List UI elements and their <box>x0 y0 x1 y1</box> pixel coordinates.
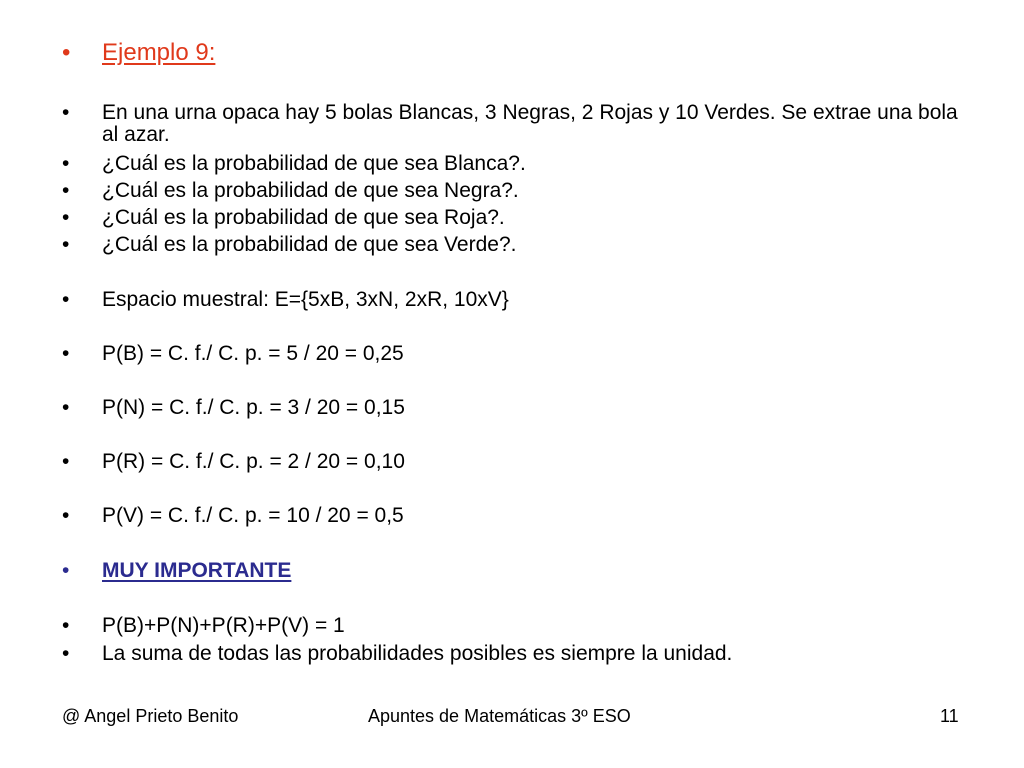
bullet-icon: • <box>62 614 70 637</box>
item-text: ¿Cuál es la probabilidad de que sea Verde?. <box>102 233 517 256</box>
bullet-icon: • <box>62 559 70 582</box>
bullet-icon: • <box>62 504 70 527</box>
item-text: P(N) = C. f./ C. p. = 3 / 20 = 0,15 <box>102 396 405 419</box>
item-text: Espacio muestral: E={5xB, 3xN, 2xR, 10xV} <box>102 288 509 311</box>
item-text: P(B) = C. f./ C. p. = 5 / 20 = 0,25 <box>102 342 404 365</box>
bullet-icon: • <box>62 288 70 311</box>
item-text: P(V) = C. f./ C. p. = 10 / 20 = 0,5 <box>102 504 404 527</box>
important-heading: MUY IMPORTANTE <box>102 559 292 582</box>
item-text: ¿Cuál es la probabilidad de que sea Roja?. <box>102 206 505 229</box>
bullet-icon: • <box>62 152 70 175</box>
item-text: P(R) = C. f./ C. p. = 2 / 20 = 0,10 <box>102 450 405 473</box>
bullet-icon: • <box>62 396 70 419</box>
bullet-icon: • <box>62 450 70 473</box>
title-text: Ejemplo 9: <box>102 39 216 66</box>
item-text: La suma de todas las probabilidades posibles es siempre la unidad. <box>102 642 733 665</box>
footer-page-number: 11 <box>940 706 959 726</box>
footer-author: @ Angel Prieto Benito <box>62 706 239 726</box>
item-text: ¿Cuál es la probabilidad de que sea Negra?. <box>102 179 519 202</box>
bullet-icon: • <box>62 101 70 124</box>
bullet-icon: • <box>62 642 70 665</box>
footer-course: Apuntes de Matemáticas 3º ESO <box>368 706 631 726</box>
item-text: P(B)+P(N)+P(R)+P(V) = 1 <box>102 614 345 637</box>
item-text: ¿Cuál es la probabilidad de que sea Blanca?. <box>102 152 526 175</box>
bullet-icon: • <box>62 206 70 229</box>
bullet-icon: • <box>62 342 70 365</box>
bullet-icon: • <box>62 179 70 202</box>
item-text: En una urna opaca hay 5 bolas Blancas, 3 Negras, 2 Rojas y 10 Verdes. Se extrae una bola al azar. <box>102 101 958 146</box>
bullet-icon: • <box>62 233 70 256</box>
bullet-icon: • <box>62 39 71 66</box>
